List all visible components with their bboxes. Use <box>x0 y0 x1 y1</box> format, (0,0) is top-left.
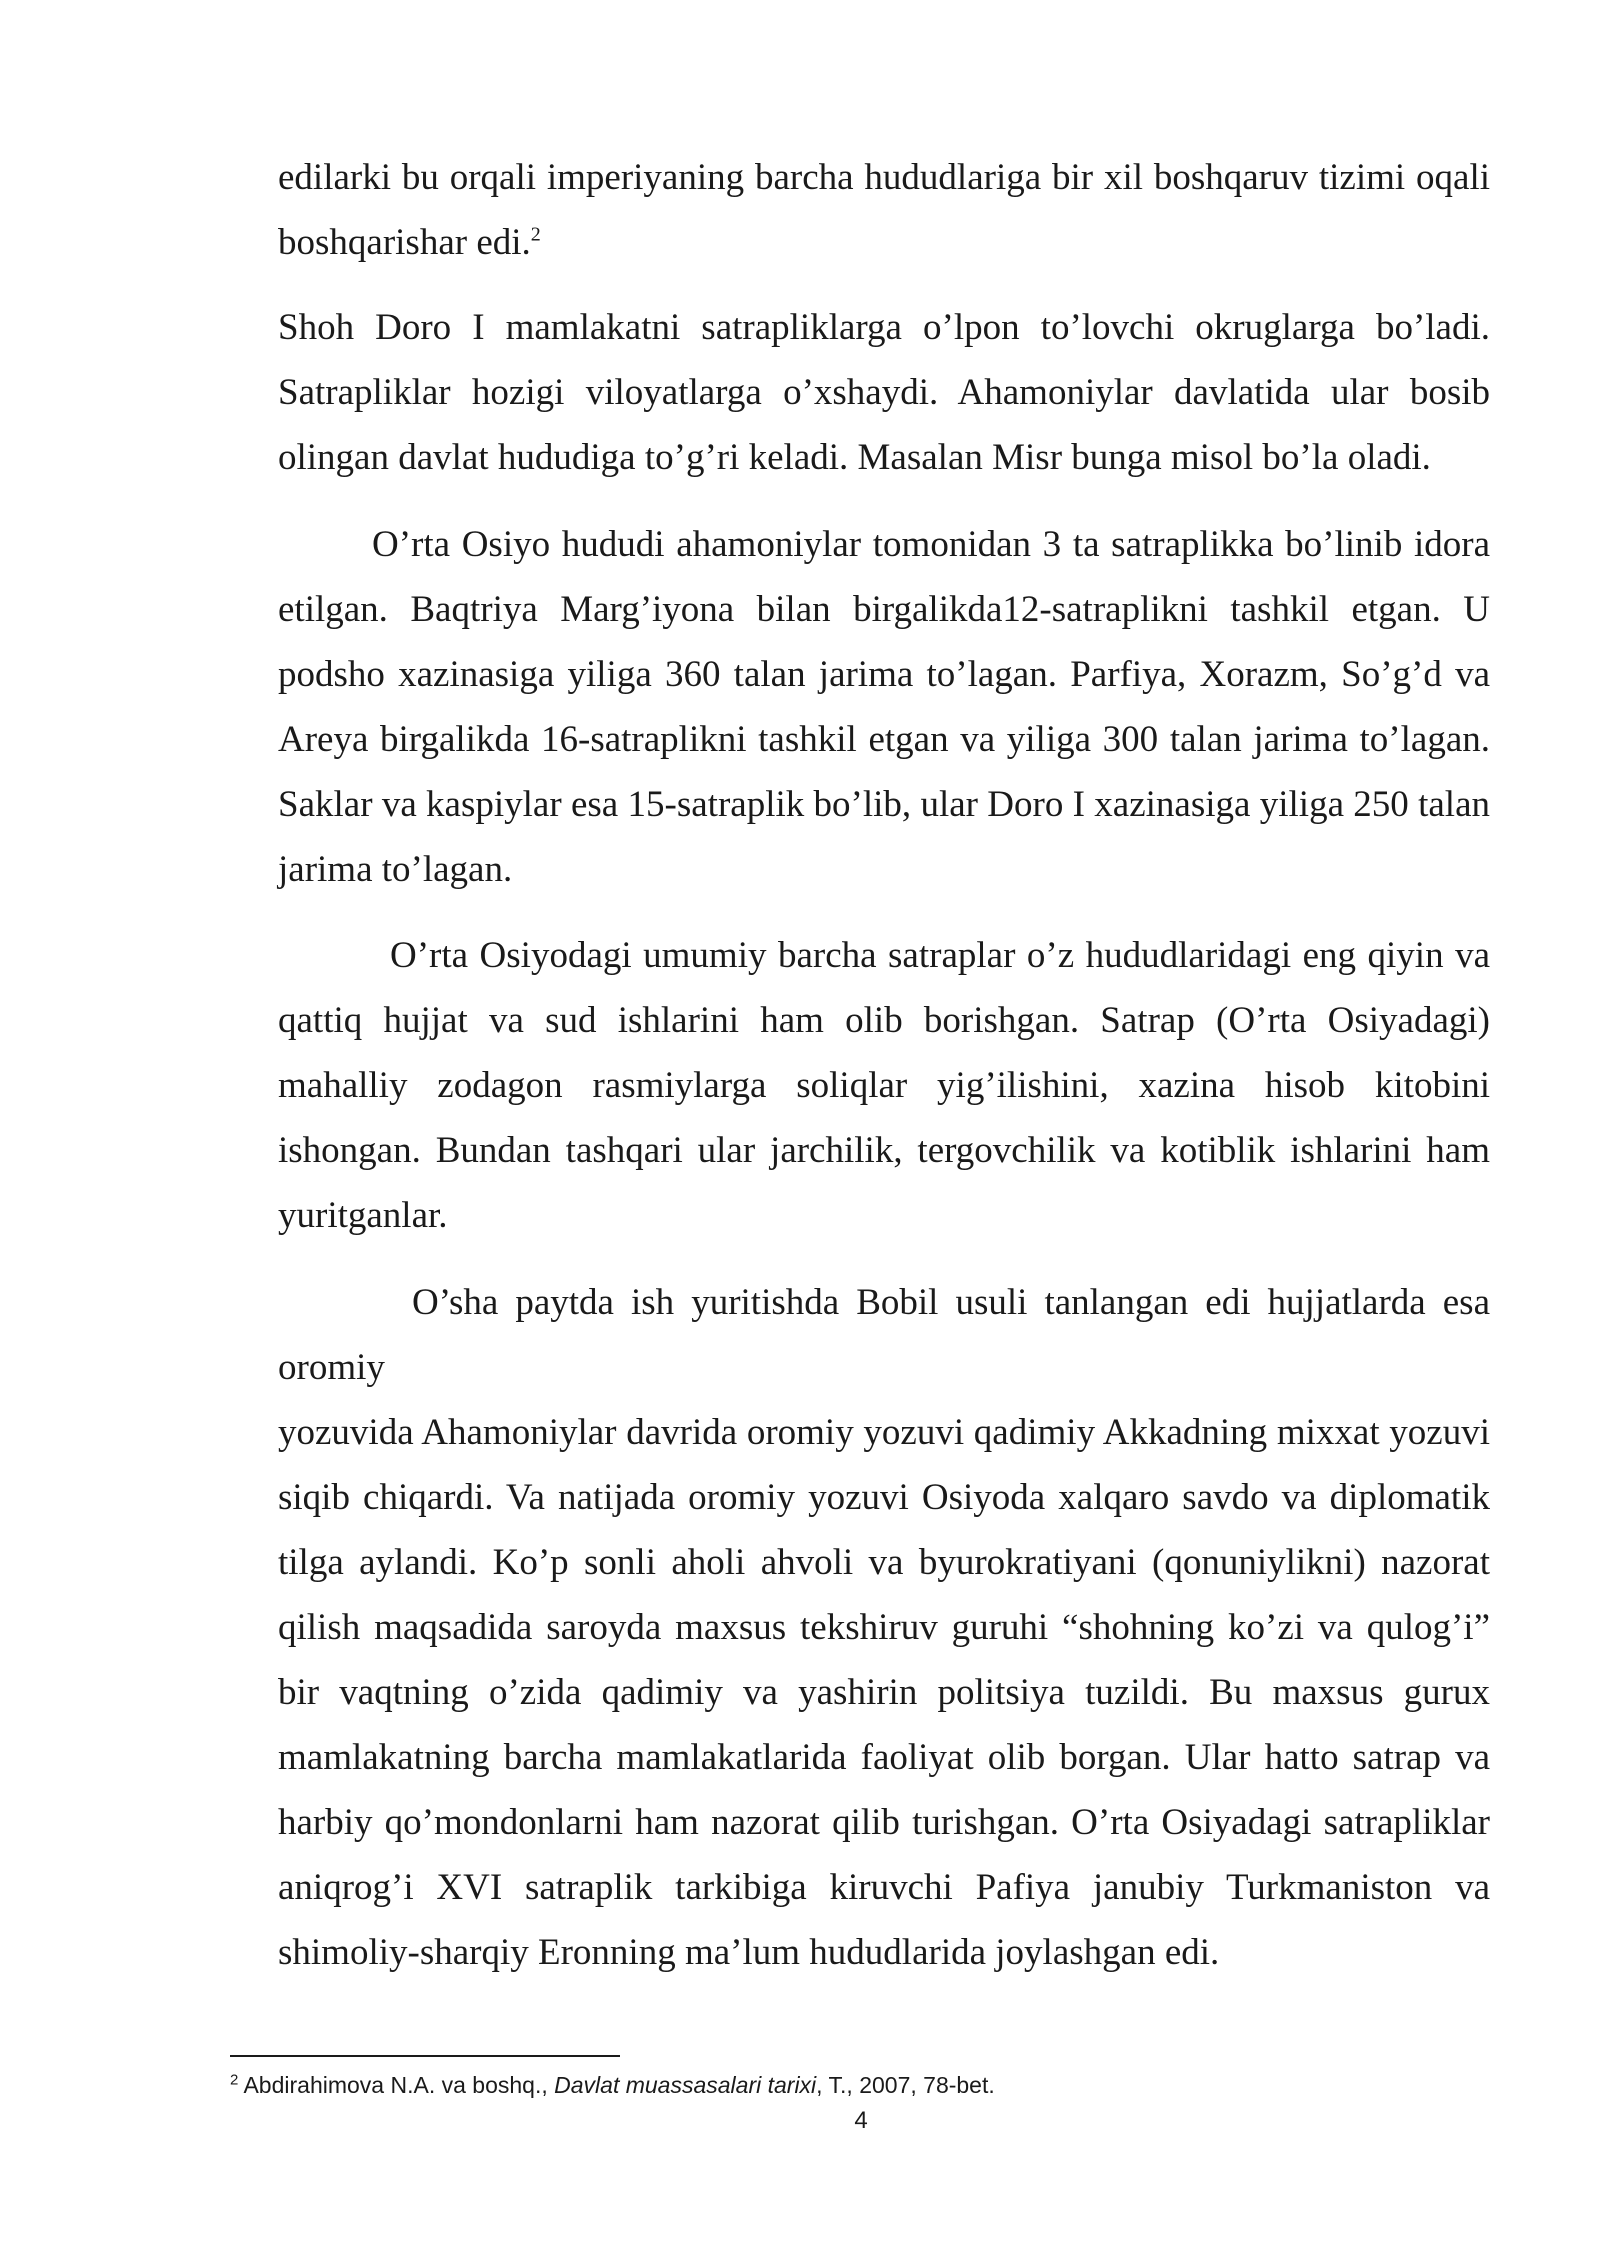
footnote-marker: 2 <box>230 2071 239 2089</box>
footnote-title: Davlat muassasalari tarixi <box>554 2072 817 2098</box>
footnote <box>230 2070 995 2100</box>
footnote-details: , T., 2007, 78-bet. <box>816 2072 995 2098</box>
paragraph-5: O’sha paytda ish yuritishda Bobil usuli tanlangan edi hujjatlarda esa oromiy <box>278 1282 1490 1388</box>
footnote-separator <box>230 2055 620 2057</box>
paragraph-6: yozuvida Ahamoniylar davrida oromiy yozuvi qadimiy Akkadning mixxat yozuvi siqib chiqardi. Va natijada oromiy yozuvi Osiyoda xalqaro savdo va diplomatik tilga aylandi. Ko’p sonli aholi ahvoli va byurokratiyani (qonuniylikni) nazorat qilish maqsadida saroyda maxsus tekshiruv guruhi “shohning ko’zi va qulog’i” bir vaqtning o’zida qadimiy va yashirin politsiya tuzildi. Bu maxsus gurux mamlakatning barcha mamlakatlarida faoliyat olib borgan. Ular hatto satrap va harbiy qo’mondonlarni ham nazorat qilib turishgan. O’rta Osiyadagi satrapliklar aniqrog’i XVI satraplik tarkibiga kiruvchi Pafiya janubiy Turkmaniston va shimoliy-sharqiy Eronning ma’lum hududlarida joylashgan edi. <box>278 1412 1490 1973</box>
paragraph-3: O’rta Osiyo hududi ahamoniylar tomonidan 3 ta satraplikka bo’linib idora etilgan. Baqtriya Marg’iyona bilan birgalikda12-satraplikni tashkil etgan. U podsho xazinasiga yiliga 360 talan jarima to’lagan. Parfiya, Xorazm, So’g’d va Areya birgalikda 16-satraplikni tashkil etgan va yiliga 300 talan jarima to’lagan. Saklar va kaspiylar esa 15-satraplik bo’lib, ular Doro I xazinasiga yiliga 250 talan jarima to’lagan. <box>278 524 1490 890</box>
paragraph-1 <box>278 145 1490 275</box>
footnote-reference: 2 <box>530 223 541 246</box>
paragraph-2: Shoh Doro I mamlakatni satrapliklarga o’lpon to’lovchi okruglarga bo’ladi. Satrapliklar hozigi viloyatlarga o’xshaydi. Ahamoniylar davlatida ular bosib olingan davlat hududiga to’g’ri keladi. Masalan Misr bunga misol bo’la oladi. <box>278 307 1490 478</box>
page-number: 4 <box>854 2107 868 2134</box>
paragraph-1-text: edilarki bu orqali imperiyaning barcha hududlariga bir xil boshqaruv tizimi oqali boshqarishar edi. <box>278 157 1490 263</box>
footnote-authors: Abdirahimova N.A. va boshq., <box>243 2072 548 2098</box>
paragraph-4: O’rta Osiyodagi umumiy barcha satraplar o’z hududlaridagi eng qiyin va qattiq hujjat va sud ishlarini ham olib borishgan. Satrap (O’rta Osiyadagi) mahalliy zodagon rasmiylarga soliqlar yig’ilishini, xazina hisob kitobini ishongan. Bundan tashqari ular jarchilik, tergovchilik va kotiblik ishlarini ham yuritganlar. <box>278 935 1490 1236</box>
